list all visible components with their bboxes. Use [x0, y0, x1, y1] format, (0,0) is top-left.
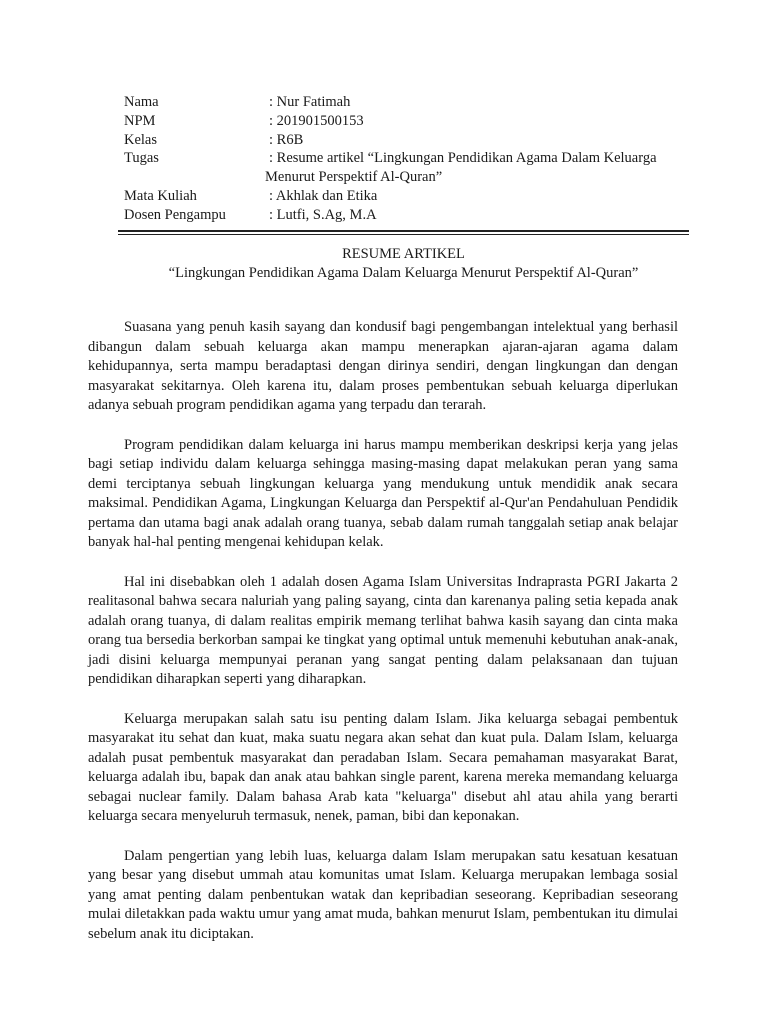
nama-label: Nama: [124, 94, 159, 110]
tugas-value-line2: Menurut Perspektif Al-Quran”: [265, 169, 443, 186]
body-text: [88, 318, 678, 964]
info-row-tugas: [124, 149, 684, 187]
npm-value: : 201901500153: [269, 112, 364, 129]
dosen-value: : Lutfi, S.Ag, M.A: [269, 206, 377, 223]
student-info-table: [124, 93, 684, 225]
header-divider-thin: [118, 234, 689, 235]
dosen-label: Dosen Pengampu: [124, 206, 226, 223]
info-row-kelas: [124, 131, 684, 150]
paragraph-1: Suasana yang penuh kasih sayang dan kondusif bagi pengembangan intelektual yang berhasil dibangun dalam sebuah keluarga akan mampu menerapkan ajaran-ajaran agama dalam kehidupannya, serta mampu beradaptasi dengan dirinya sendiri, dengan lingkungan dan dengan masyarakat sekitarnya. Oleh karena itu, dalam proses pembentukan sebuah keluarga diperlukan adanya sebuah program pendidikan agama yang terpadu dan terarah.: [88, 319, 678, 413]
kelas-label: Kelas: [124, 131, 158, 148]
tugas-value: [265, 149, 684, 187]
tugas-label: Tugas: [124, 150, 159, 167]
document-title-block: [118, 245, 689, 283]
info-row-npm: [124, 112, 684, 131]
kelas-value: : R6B: [269, 131, 304, 148]
paragraph-4: Keluarga merupakan salah satu isu penting dalam Islam. Jika keluarga sebagai pembentuk masyarakat itu sehat dan kuat, maka suatu negara akan sehat dan kuat pula. Dalam Islam, keluarga adalah pusat pembentuk masyarakat dan peradaban Islam. Secara pemahaman masyarakat Barat, keluarga adalah ibu, bapak dan anak atau bahkan single parent, karena mereka memandang keluarga sebagai nuclear family. Dalam bahasa Arab kata "keluarga" disebut ahl atau ahila yang berarti keluarga secara menyeluruh termasuk, nenek, paman, bibi dan keponakan.: [88, 710, 678, 824]
nama-value: : Nur Fatimah: [269, 94, 351, 110]
document-heading: RESUME ARTIKEL: [342, 246, 465, 262]
npm-label: NPM: [124, 112, 156, 129]
info-row-matkul: [124, 187, 684, 206]
document-subheading: “Lingkungan Pendidikan Agama Dalam Keluarga Menurut Perspektif Al-Quran”: [168, 265, 639, 281]
matkul-label: Mata Kuliah: [124, 187, 197, 204]
paragraph-2: Program pendidikan dalam keluarga ini harus mampu memberikan deskripsi kerja yang jelas bagi setiap individu dalam keluarga sehingga masing-masing dapat melakukan peran yang sama demi terciptanya sebuah lingkungan keluarga yang mendukung untuk mendidik anak secara maksimal. Pendidikan Agama, Lingkungan Keluarga dan Perspektif al-Qur'an Pendahuluan Pendidik pertama dan utama bagi anak adalah orang tuanya, sebab dalam rumah tanggalah setiap anak belajar banyak hal-hal penting mengenai kehidupan kelak.: [88, 436, 678, 550]
paragraph-5: Dalam pengertian yang lebih luas, keluarga dalam Islam merupakan satu kesatuan kesatuan yang besar yang disebut ummah atau komunitas umat Islam. Keluarga merupakan lembaga sosial yang amat penting dalam penbentukan watak dan kepribadian seseorang. Kepribadian seseorang mulai diletakkan pada waktu umur yang amat muda, bahkan menurut Islam, pembentukan itu dimulai sebelum anak itu diciptakan.: [88, 847, 678, 942]
tugas-value-line1: : Resume artikel “Lingkungan Pendidikan Agama Dalam Keluarga: [269, 150, 657, 167]
matkul-value: : Akhlak dan Etika: [269, 187, 378, 204]
paragraph-3: Hal ini disebabkan oleh 1 adalah dosen Agama Islam Universitas Indraprasta PGRI Jakarta 2 realitasonal bahwa secara naluriah yang paling sayang, cinta dan karenanya paling setia kepada anak adalah orang tuanya, di dalam realitas empirik memang terlihat bahwa kasih sayang dan cinta maka orang tua bersedia berkorban sampai ke tingkat yang optimal untuk memenuhi kebutuhan anak-anak, jadi disini keluarga mempunyai peranan yang sangat penting dalam pelaksanaan dan tujuan pendidikan diharapkan seperti yang diharapkan.: [88, 573, 678, 687]
info-row-dosen: [124, 206, 684, 225]
header-divider-thick: [118, 230, 689, 232]
info-row-nama: [124, 93, 684, 112]
